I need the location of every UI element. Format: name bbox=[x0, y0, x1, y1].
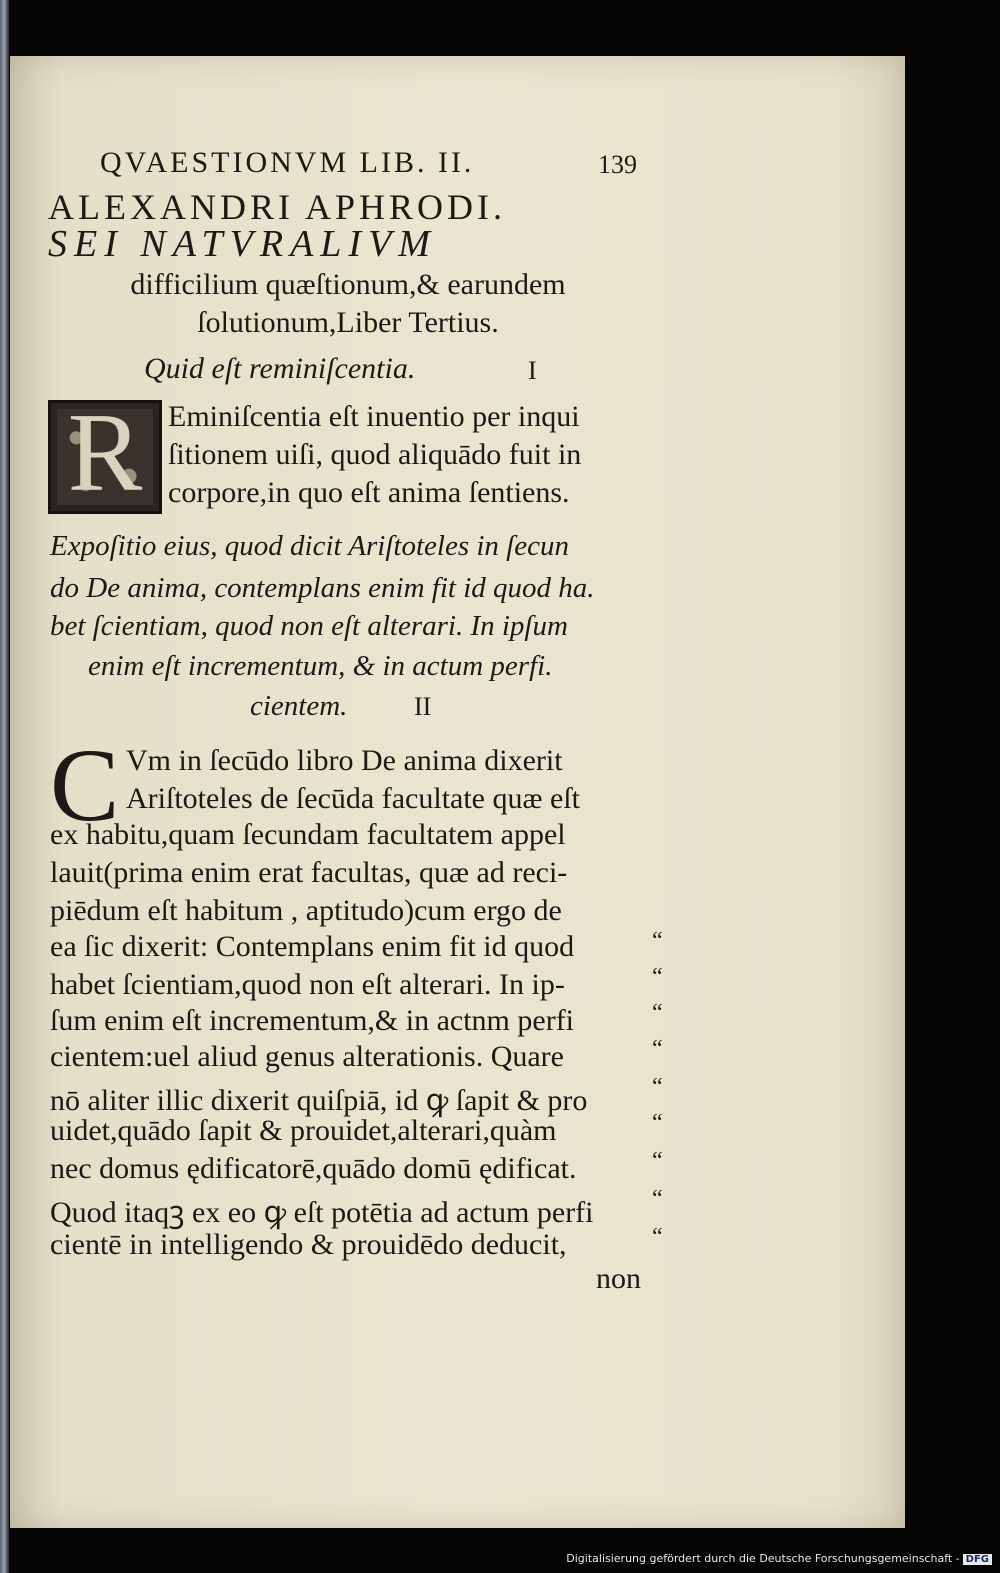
body-line: lauit(prima enim erat facultas, quæ ad reci- bbox=[50, 856, 568, 889]
running-head: QVAESTIONVM LIB. II. bbox=[100, 146, 475, 179]
quotation-mark: “ bbox=[652, 1186, 663, 1212]
book-edge bbox=[0, 0, 9, 1573]
body-line: Quod itaqꝫ ex eo ꝙ eſt potētia ad actum perfi bbox=[50, 1196, 594, 1229]
question-heading-1: Quid eſt reminiſcentia. bbox=[144, 352, 416, 385]
quotation-mark: “ bbox=[652, 1148, 663, 1174]
digitization-credit bbox=[566, 1552, 992, 1565]
credit-text: Digitalisierung gefördert durch die Deutsche Forschungsgemeinschaft - bbox=[566, 1552, 960, 1565]
question2-heading-line: do De anima, contemplans enim fit id quod ha. bbox=[50, 572, 595, 604]
quotation-mark: “ bbox=[652, 1000, 663, 1026]
question2-heading-last: cientem. bbox=[250, 690, 348, 722]
quotation-mark: “ bbox=[652, 1224, 663, 1250]
body-line: habet ſcientiam,quod non eſt alterari. In ip- bbox=[50, 968, 565, 1001]
question2-heading-line: Expoſitio eius, quod dicit Ariſtoteles in ſecun bbox=[50, 530, 569, 562]
quotation-mark: “ bbox=[652, 1074, 663, 1100]
title-line-3: difficilium quæſtionum,& earundem bbox=[130, 268, 566, 301]
body-line: cientē in intelligendo & prouidēdo deducit, bbox=[50, 1228, 567, 1261]
body-line: Ariſtoteles de ſecūda facultate quæ eſt bbox=[126, 782, 580, 815]
quotation-mark: “ bbox=[652, 928, 663, 954]
question2-heading-line: enim eſt incrementum, & in actum perfi. bbox=[88, 650, 553, 682]
body-line: uidet,quādo ſapit & prouidet,alterari,quàm bbox=[50, 1114, 557, 1147]
title-line-4: ſolutionum,Liber Tertius. bbox=[197, 306, 499, 339]
question1-line: Eminiſcentia eſt inuentio per inqui bbox=[168, 400, 580, 433]
dfg-logo: DFG bbox=[963, 1554, 992, 1565]
body-initial: C bbox=[50, 728, 120, 843]
ornamental-initial-letter: R bbox=[67, 391, 143, 515]
quotation-mark: “ bbox=[652, 1110, 663, 1136]
question-number-2: II bbox=[414, 692, 432, 721]
body-line: ea ſic dixerit: Contemplans enim fit id quod bbox=[50, 930, 575, 963]
question-number-1: I bbox=[528, 356, 537, 385]
catchword: non bbox=[596, 1262, 641, 1295]
question2-heading-line: bet ſcientiam, quod non eſt alterari. In ipſum bbox=[50, 610, 568, 642]
body-line: cientem:uel aliud genus alterationis. Quare bbox=[50, 1040, 564, 1073]
body-line: piēdum eſt habitum , aptitudo)cum ergo de bbox=[50, 894, 562, 927]
quotation-mark: “ bbox=[652, 964, 663, 990]
body-line: nec domus ędificatorē,quādo domū ędificat. bbox=[50, 1152, 577, 1185]
title-line-2: SEI NATVRALIVM bbox=[48, 223, 437, 265]
question1-line: corpore,in quo eſt anima ſentiens. bbox=[168, 476, 570, 509]
body-line: Vm in ſecūdo libro De anima dixerit bbox=[126, 744, 563, 777]
question1-line: ſitionem uiſi, quod aliquādo fuit in bbox=[168, 438, 582, 471]
page-number: 139 bbox=[598, 150, 637, 179]
body-line: ex habitu,quam ſecundam facultatem appel bbox=[50, 818, 566, 851]
body-line: ſum enim eſt incrementum,& in actnm perfi bbox=[50, 1004, 575, 1037]
body-line: nō aliter illic dixerit quiſpiā, id ꝙ ſapit & pro bbox=[50, 1084, 588, 1117]
ornamental-initial bbox=[48, 391, 162, 515]
title-line-1: ALEXANDRI APHRODI. bbox=[48, 187, 506, 227]
quotation-mark: “ bbox=[652, 1036, 663, 1062]
